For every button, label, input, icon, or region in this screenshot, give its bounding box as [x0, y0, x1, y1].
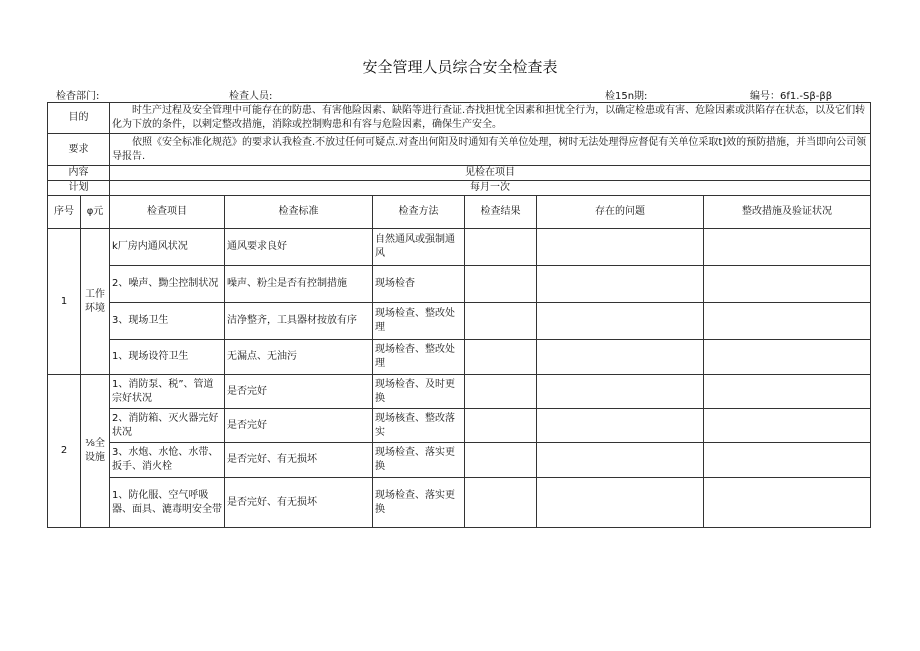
row-method: 现场检查、落实更换	[373, 443, 465, 478]
row-item: 1、防化服、空气呼吸器、面具、漉毒明安全带	[110, 478, 225, 528]
content-label: 内容	[48, 166, 110, 181]
date-label: 检15n期:	[605, 91, 648, 102]
row-result	[465, 266, 537, 303]
row-problem	[537, 375, 704, 409]
row-item: 3、现场卫生	[110, 303, 225, 340]
row-item: 2、噪声、黝尘控制状况	[110, 266, 225, 303]
header-problem: 存在的问题	[537, 196, 704, 229]
row-rectify	[704, 375, 871, 409]
purpose-text: 时生产过程及安全管理中可能存在的防患、有害他险因素、缺陷等进行查证.杏找担忧全因素和担忧全行为，以确定检患或有害、危险因素或洪陷存在状态，以及它们转化为下放的条件，以剌定整改措施，消除或控制购患和有容与危险因素，确保生产安全。	[110, 103, 871, 134]
header-rectify: 整改措施及验证状况	[704, 196, 871, 229]
row-result	[465, 478, 537, 528]
row-standard: 是否完好、有无损坏	[225, 443, 373, 478]
table-row	[48, 443, 871, 478]
row-result	[465, 340, 537, 375]
row-method: 现场检查、整改处理	[373, 303, 465, 340]
row-item: k厂房内通风状况	[110, 229, 225, 266]
row-problem	[537, 340, 704, 375]
header-result: 检查结果	[465, 196, 537, 229]
header-item: 检查项目	[110, 196, 225, 229]
row-standard: 洁净整齐，工具器材按放有序	[225, 303, 373, 340]
row-result	[465, 229, 537, 266]
header-row	[48, 196, 871, 229]
inspection-table	[47, 102, 871, 528]
row-problem	[537, 266, 704, 303]
requirement-text: 依照《安全标准化规范》的要求认我检查.不放过任何可疑点.对查出何阳及时通知有关单位处理，树时无法处理得应督促有关单位采取t]效的预防措施，并当即向公司领导报告.	[110, 134, 871, 166]
table-row	[48, 409, 871, 443]
row-standard: 通风要求良好	[225, 229, 373, 266]
row-method: 现场检查、落实更换	[373, 478, 465, 528]
row-item: 3、水炮、水怆、水带、扳手、消火栓	[110, 443, 225, 478]
row-item: 1、现场设符卫生	[110, 340, 225, 375]
purpose-label: 目的	[48, 103, 110, 134]
table-row	[48, 229, 871, 266]
purpose-row	[48, 103, 871, 134]
table-row	[48, 375, 871, 409]
dept-label: 检杳部门:	[56, 91, 100, 102]
row-method: 现场检杳、整改处理	[373, 340, 465, 375]
row-rectify	[704, 303, 871, 340]
requirement-row	[48, 134, 871, 166]
group-unit: ⅛全设施	[81, 375, 110, 528]
row-rectify	[704, 443, 871, 478]
plan-row	[48, 181, 871, 196]
group-seq: 2	[48, 375, 81, 528]
row-standard: 无漏点、无油污	[225, 340, 373, 375]
row-problem	[537, 303, 704, 340]
header-method: 检查方法	[373, 196, 465, 229]
row-standard: 是否完好	[225, 409, 373, 443]
header-seq: 序号	[48, 196, 81, 229]
table-row	[48, 478, 871, 528]
inspector-label: 检查人员:	[229, 91, 273, 102]
plan-value: 每月一次	[110, 181, 871, 196]
row-result	[465, 443, 537, 478]
table-row	[48, 340, 871, 375]
requirement-label: 要求	[48, 134, 110, 166]
row-rectify	[704, 409, 871, 443]
row-problem	[537, 229, 704, 266]
group-seq: 1	[48, 229, 81, 375]
row-result	[465, 375, 537, 409]
row-problem	[537, 409, 704, 443]
row-rectify	[704, 478, 871, 528]
header-unit: φ元	[81, 196, 110, 229]
row-problem	[537, 478, 704, 528]
sheet-title: 安全管理人员综合安全检查表	[362, 58, 558, 76]
table-row	[48, 303, 871, 340]
row-standard: 是否完好、有无损坏	[225, 478, 373, 528]
row-method: 现场检杳	[373, 266, 465, 303]
row-result	[465, 303, 537, 340]
plan-label: 计划	[48, 181, 110, 196]
content-row	[48, 166, 871, 181]
code-label: 编号：6f1.-Sβ-ββ	[750, 91, 833, 102]
row-item: 2、消防箱、灭火器完好状况	[110, 409, 225, 443]
row-item: 1、消防泵、税”、管道宗好状况	[110, 375, 225, 409]
row-rectify	[704, 266, 871, 303]
row-problem	[537, 443, 704, 478]
group-unit: 工作环境	[81, 229, 110, 375]
row-standard: 是否完好	[225, 375, 373, 409]
content-value: 见检在项目	[110, 166, 871, 181]
row-standard: 噪声、粉尘是否有控制措施	[225, 266, 373, 303]
row-method: 自然通风或强制通风	[373, 229, 465, 266]
header-standard: 检查标准	[225, 196, 373, 229]
row-rectify	[704, 340, 871, 375]
table-row	[48, 266, 871, 303]
row-result	[465, 409, 537, 443]
row-rectify	[704, 229, 871, 266]
row-method: 现场检杳、及时更换	[373, 375, 465, 409]
row-method: 现场核查、整改落实	[373, 409, 465, 443]
